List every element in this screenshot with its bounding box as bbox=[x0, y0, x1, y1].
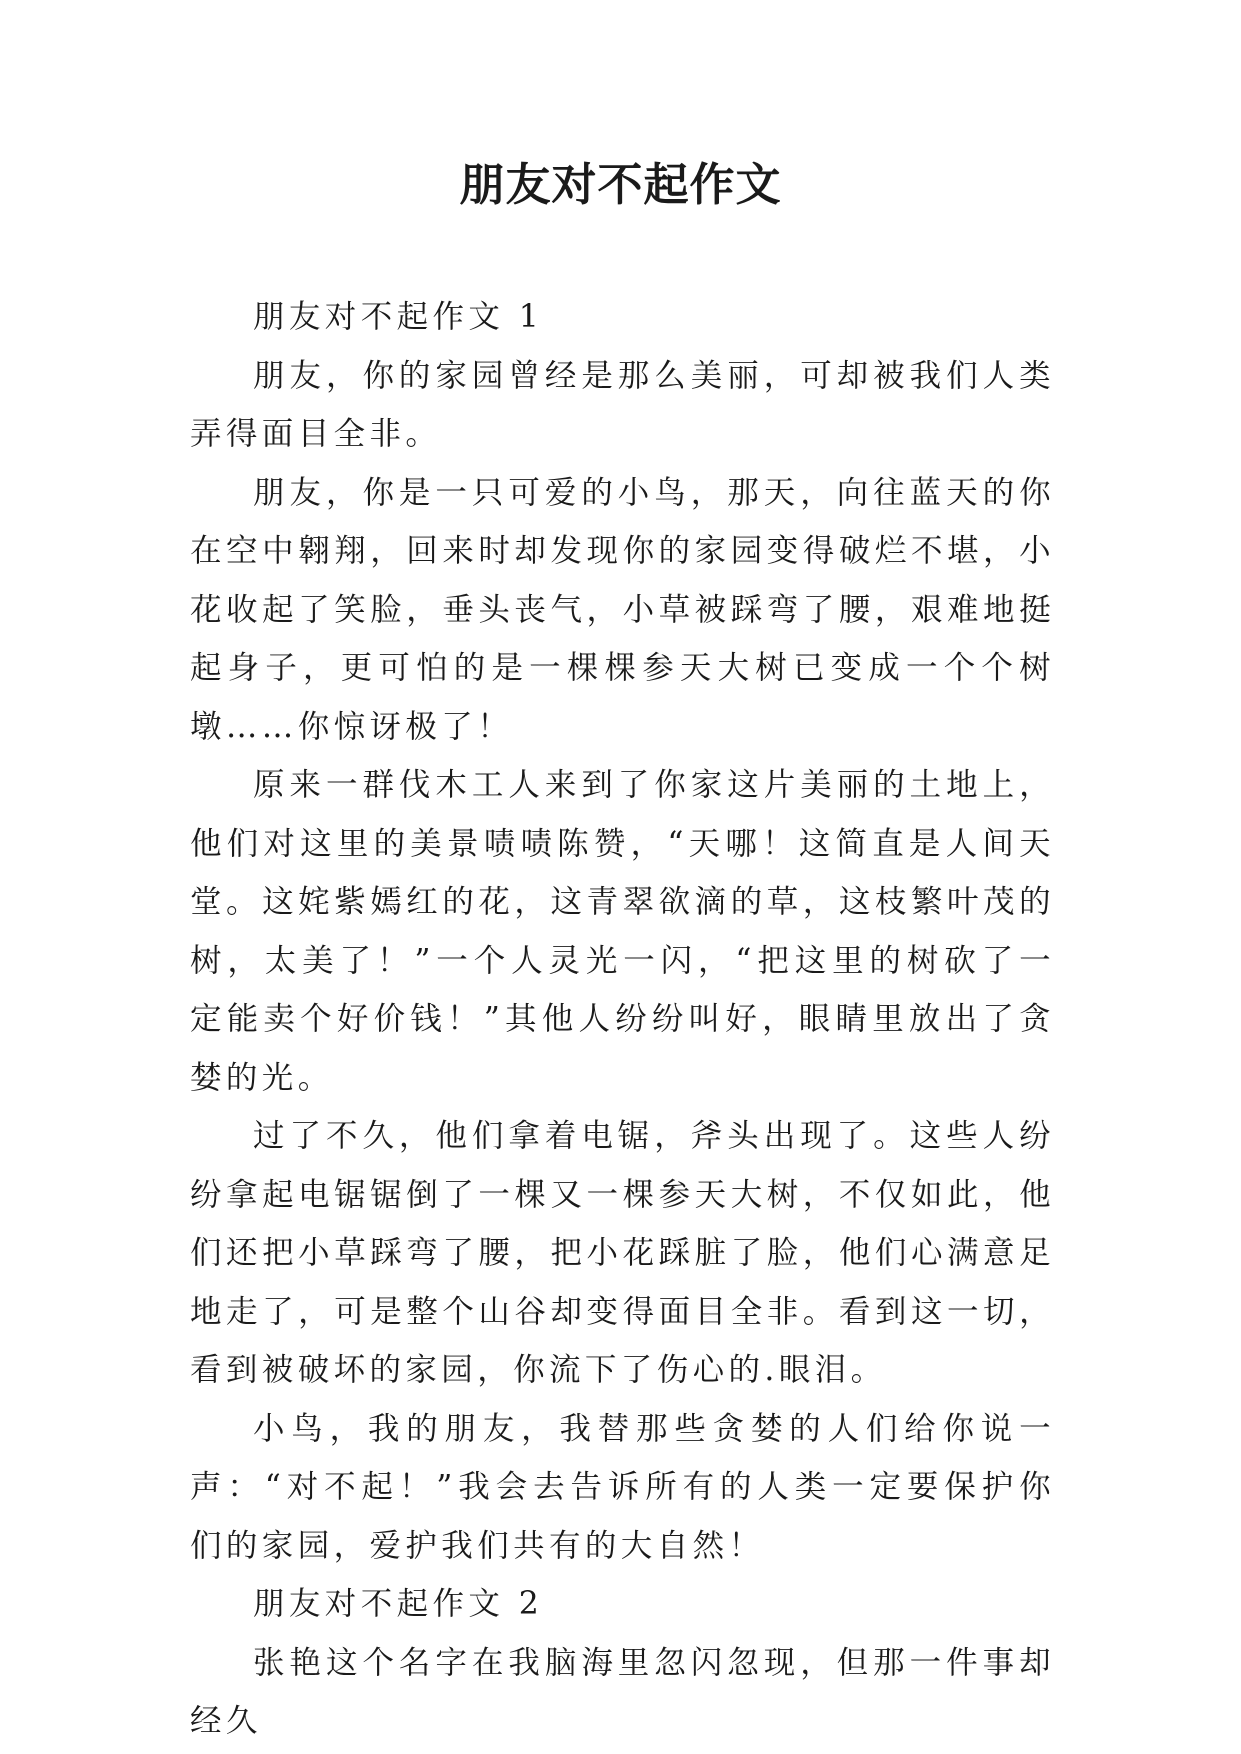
paragraph: 小鸟，我的朋友，我替那些贪婪的人们给你说一声：“对不起！”我会去告诉所有的人类一定要保护你们的家园，爱护我们共有的大自然！ bbox=[190, 1410, 1055, 1564]
paragraph: 原来一群伐木工人来到了你家这片美丽的土地上，他们对这里的美景啧啧陈赞，“天哪！这简直是人间天堂。这姹紫嫣红的花，这青翠欲滴的草，这枝繁叶茂的树，太美了！”一个人灵光一闪，“把这里的树砍了一定能卖个好价钱！”其他人纷纷叫好，眼睛里放出了贪婪的光。 bbox=[190, 767, 1055, 1096]
paragraph: 张艳这个名字在我脑海里忽闪忽现，但那一件事却经久 bbox=[190, 1644, 1055, 1739]
paragraph: 过了不久，他们拿着电锯，斧头出现了。这些人纷纷拿起电锯锯倒了一棵又一棵参天大树，不仅如此，他们还把小草踩弯了腰，把小花踩脏了脸，他们心满意足地走了，可是整个山谷却变得面目全非。看到这一切，看到被破坏的家园，你流下了伤心的.眼泪。 bbox=[190, 1118, 1055, 1388]
document-body bbox=[190, 288, 1055, 1751]
paragraph: 朋友，你的家园曾经是那么美丽，可却被我们人类弄得面目全非。 bbox=[190, 357, 1055, 452]
section-heading-2: 朋友对不起作文 2 bbox=[253, 1586, 544, 1622]
paragraph: 朋友，你是一只可爱的小鸟，那天，向往蓝天的你在空中翱翔，回来时却发现你的家园变得破烂不堪，小花收起了笑脸，垂头丧气，小草被踩弯了腰，艰难地挺起身子，更可怕的是一棵棵参天大树已变成一个个树墩……你惊讶极了！ bbox=[190, 474, 1055, 745]
section-heading-1: 朋友对不起作文 1 bbox=[253, 299, 544, 335]
document-title: 朋友对不起作文 bbox=[459, 158, 782, 211]
